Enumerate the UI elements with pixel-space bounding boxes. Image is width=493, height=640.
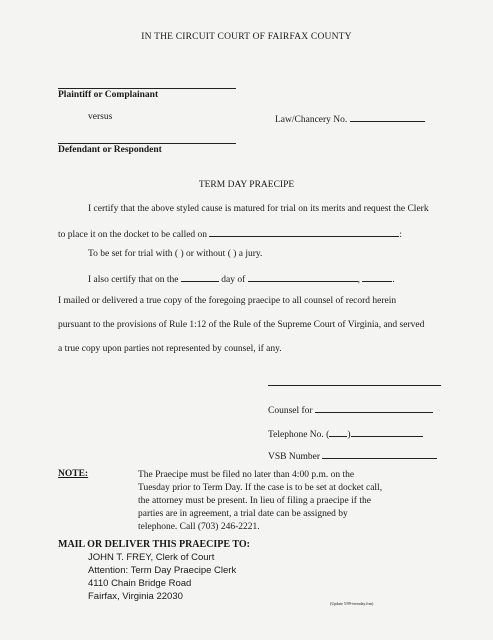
versus-label: versus — [88, 112, 113, 122]
law-chancery-label: Law/Chancery No. — [275, 115, 348, 125]
year-blank[interactable] — [362, 272, 392, 282]
law-chancery-blank[interactable] — [350, 112, 425, 122]
address-line: Fairfax, Virginia 22030 — [88, 591, 183, 602]
colon-mark: : — [399, 230, 403, 240]
counsel-signature-line[interactable] — [268, 385, 441, 386]
counsel-for-blank[interactable] — [315, 403, 433, 413]
telephone-number-blank[interactable] — [351, 427, 423, 437]
defendant-label: Defendant or Respondent — [58, 145, 162, 155]
counsel-for-field[interactable] — [268, 403, 433, 416]
telephone-close-paren: ) — [347, 430, 351, 440]
law-chancery-field[interactable] — [275, 112, 425, 125]
plaintiff-label: Plaintiff or Complainant — [58, 90, 159, 100]
mailed-line-3: a true copy upon parties not represented by counsel, if any. — [58, 344, 282, 354]
defendant-signature-line — [58, 143, 236, 144]
mailed-line-2: pursuant to the provisions of Rule 1:12 of the Rule of the Supreme Court of Virginia, and served — [58, 320, 425, 330]
counsel-for-label: Counsel for — [268, 406, 313, 416]
telephone-label: Telephone No. ( — [268, 430, 330, 440]
note-text: The Praecipe must be filed no later than 4:00 p.m. on the Tuesday prior to Term Day. If the case is to be set at docket call, the attorney must be present. In lieu of filing a praecipe if the parties are in agreement, a trial date can be assigned by telephone. Call (703) 246-2221. — [138, 470, 383, 532]
telephone-field[interactable] — [268, 427, 423, 440]
note-label: NOTE: — [58, 469, 89, 479]
mailed-line-1: I mailed or delivered a true copy of the foregoing praecipe to all counsel of record herein — [58, 296, 397, 306]
form-heading: TERM DAY PRAECIPE — [198, 180, 295, 190]
court-title: IN THE CIRCUIT COURT OF FAIRFAX COUNTY — [141, 32, 352, 42]
docket-call-field[interactable] — [58, 227, 402, 240]
month-blank[interactable] — [248, 272, 358, 282]
area-code-blank[interactable] — [329, 427, 347, 437]
certify-line-1: I certify that the above styled cause is matured for trial on its merits and request the Clerk — [88, 204, 429, 214]
day-blank[interactable] — [181, 272, 219, 282]
also-certify-label: I also certify that on the — [88, 275, 179, 285]
mailing-date-field[interactable]: I also certify that on the day of , . — [88, 272, 395, 285]
certify-line-2: to place it on the docket to be called on — [58, 230, 208, 240]
vsb-number-blank[interactable] — [322, 449, 437, 459]
day-of-label: day of — [221, 275, 246, 285]
vsb-number-field[interactable] — [268, 449, 437, 462]
mail-address — [88, 551, 236, 603]
vsb-number-label: VSB Number — [268, 452, 320, 462]
address-line: 4110 Chain Bridge Road — [88, 578, 192, 589]
address-line: JOHN T. FREY, Clerk of Court — [88, 552, 215, 563]
form-revision-code: (Update 5/99-termday.frm) — [330, 601, 374, 606]
mail-heading: MAIL OR DELIVER THIS PRAECIPE TO: — [58, 539, 250, 550]
jury-option-line[interactable]: To be set for trial with ( ) or without ( ) a jury. — [88, 249, 263, 259]
address-line: Attention: Term Day Praecipe Clerk — [88, 565, 237, 576]
plaintiff-signature-line — [58, 88, 236, 89]
docket-date-blank[interactable] — [209, 227, 399, 237]
